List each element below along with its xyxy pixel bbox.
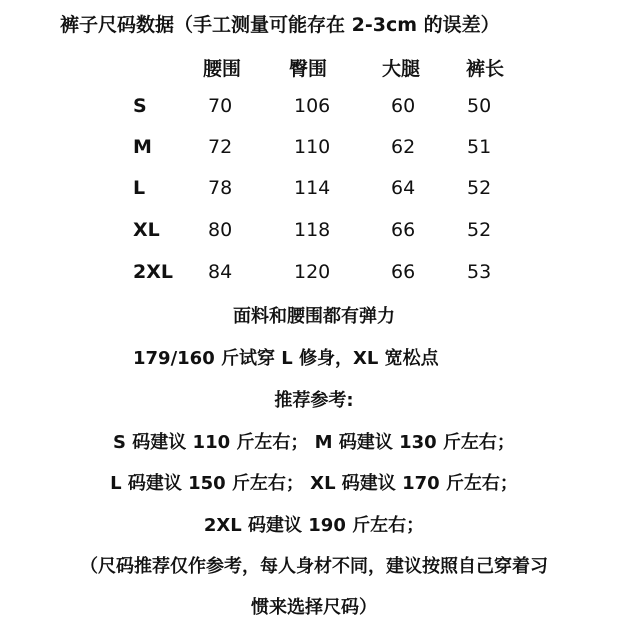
size-label: 2XL: [133, 261, 173, 283]
table-cell: 106: [294, 95, 331, 117]
size-table: [0, 0, 628, 300]
disclaimer-line-2: 惯来选择尺码）: [251, 597, 377, 618]
header-thigh: 大腿: [382, 58, 421, 80]
recommend-heading: 推荐参考:: [274, 390, 354, 411]
trial-note: 179/160 斤试穿 L 修身，XL 宽松点: [133, 348, 439, 369]
table-cell: 53: [467, 261, 492, 283]
table-cell: 110: [294, 136, 331, 158]
table-cell: 52: [467, 177, 492, 199]
recommend-line-3: 2XL 码建议 190 斤左右；: [203, 515, 425, 536]
size-label: L: [133, 177, 146, 199]
recommend-line-1: S 码建议 110 斤左右； M 码建议 130 斤左右；: [113, 432, 515, 453]
table-cell: 118: [294, 219, 331, 241]
table-cell: 50: [467, 95, 492, 117]
header-hip: 臀围: [289, 58, 328, 80]
table-cell: 78: [208, 177, 233, 199]
table-cell: 62: [391, 136, 416, 158]
size-label: S: [133, 95, 147, 117]
table-cell: 80: [208, 219, 233, 241]
table-cell: 52: [467, 219, 492, 241]
size-label: M: [133, 136, 152, 158]
table-cell: 114: [294, 177, 331, 199]
table-cell: 60: [391, 95, 416, 117]
table-cell: 70: [208, 95, 233, 117]
table-cell: 66: [391, 261, 416, 283]
recommend-line-2: L 码建议 150 斤左右； XL 码建议 170 斤左右；: [110, 473, 518, 494]
table-cell: 72: [208, 136, 233, 158]
table-cell: 51: [467, 136, 492, 158]
table-cell: 64: [391, 177, 416, 199]
table-cell: 120: [294, 261, 331, 283]
size-label: XL: [133, 219, 160, 241]
elastic-note: 面料和腰围都有弹力: [233, 306, 395, 327]
table-cell: 84: [208, 261, 233, 283]
disclaimer-line-1: （尺码推荐仅作参考，每人身材不同，建议按照自己穿着习: [80, 556, 548, 577]
page-title: 裤子尺码数据（手工测量可能存在 2-3cm 的误差）: [60, 14, 500, 36]
header-waist: 腰围: [203, 58, 242, 80]
table-cell: 66: [391, 219, 416, 241]
header-length: 裤长: [466, 58, 505, 80]
